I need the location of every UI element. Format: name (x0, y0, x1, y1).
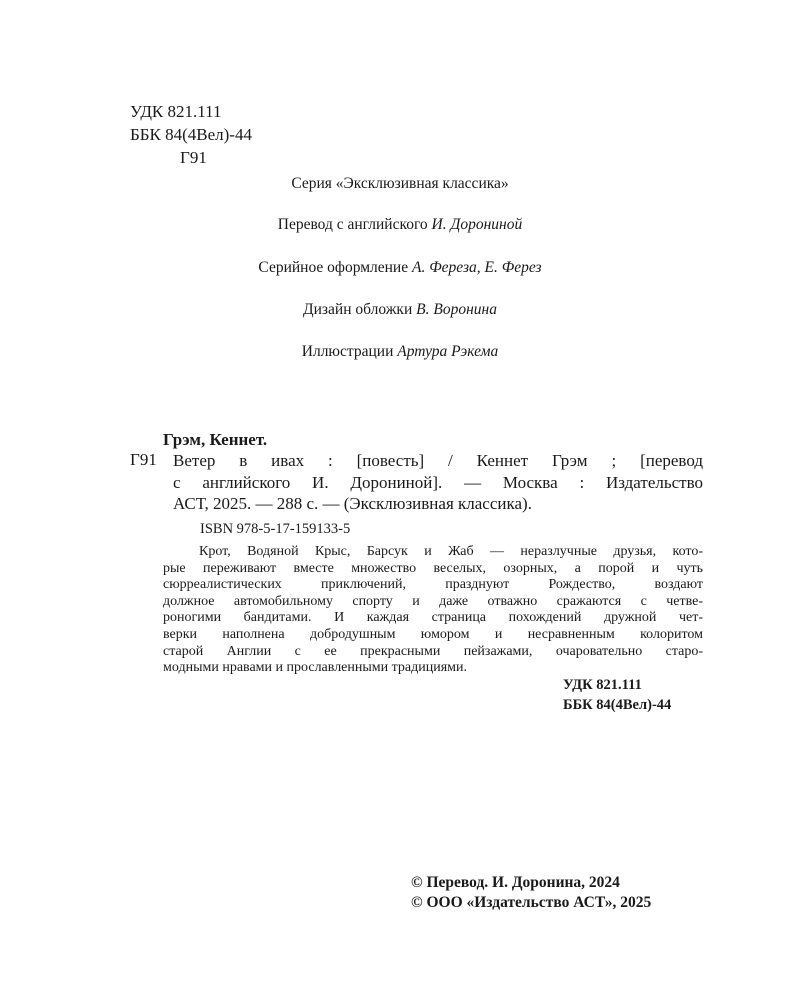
copyright-block (411, 873, 651, 913)
bibliographic-mark: Г91 (130, 450, 157, 469)
translation-credit (0, 216, 800, 234)
bibliographic-description (173, 450, 703, 515)
author-mark: Г91 (180, 148, 207, 167)
annotation-line: старой Англии с ее прекрасными пейзажами, очаровательно старо- (163, 643, 703, 659)
udk-code-bottom: УДК 821.111 (563, 677, 642, 693)
classification-codes-bottom (563, 675, 671, 715)
annotation (163, 544, 703, 677)
udk-code: УДК 821.111 (130, 102, 222, 121)
cover-design-credit (0, 301, 800, 319)
series-design-label: Серийное оформление (258, 259, 409, 276)
isbn: ISBN 978-5-17-159133-5 (200, 521, 351, 537)
illustrations-credit (0, 343, 800, 361)
series-credit (0, 175, 800, 193)
annotation-line: роногими бандитами. И каждая страница похождений дружной чет- (163, 610, 703, 626)
illustrator-name: Артура Рэкема (397, 343, 499, 360)
bib-line: Ветер в ивах : [повесть] / Кеннет Грэм ; [перевод (173, 451, 703, 470)
bbk-code-bottom: ББК 84(4Вел)-44 (563, 697, 672, 713)
annotation-line: рые переживают вместе множество веселых, озорных, а порой и чуть (163, 560, 703, 576)
annotation-line: верки наполнена добродушным юмором и несравненным колоритом (163, 626, 703, 642)
cover-design-label: Дизайн обложки (303, 301, 413, 318)
copyright-translation: © Перевод. И. Доронина, 2024 (411, 874, 620, 891)
translator-name: И. Дорониной (431, 216, 523, 233)
annotation-line: модными нравами и прославленными традициями. (163, 660, 468, 676)
bib-line: с английского И. Дорониной]. — Москва : Издательство (173, 472, 703, 492)
bbk-code: ББК 84(4Вел)-44 (130, 125, 252, 144)
annotation-line: должное автомобильному спорту и даже отважно сражаются с четве- (163, 593, 703, 609)
annotation-line: Крот, Водяной Крыс, Барсук и Жаб — неразлучные друзья, кото- (199, 544, 703, 559)
classification-codes-top (130, 100, 252, 169)
series-design-credit (0, 259, 800, 277)
bib-line: АСТ, 2025. — 288 с. — (Эксклюзивная классика). (173, 494, 532, 513)
series-text: Серия «Эксклюзивная классика» (291, 175, 509, 192)
translation-label: Перевод с английского (277, 216, 428, 233)
series-designer-names: А. Фереза, Е. Ферез (411, 259, 542, 276)
copyright-publisher: © ООО «Издательство АСТ», 2025 (411, 894, 652, 911)
author-heading: Грэм, Кеннет. (163, 430, 268, 449)
annotation-line: сюрреалистических приключений, празднуют Рождество, воздают (163, 577, 703, 593)
illustrations-label: Иллюстрации (301, 343, 394, 360)
cover-designer-name: В. Воронина (416, 301, 497, 318)
